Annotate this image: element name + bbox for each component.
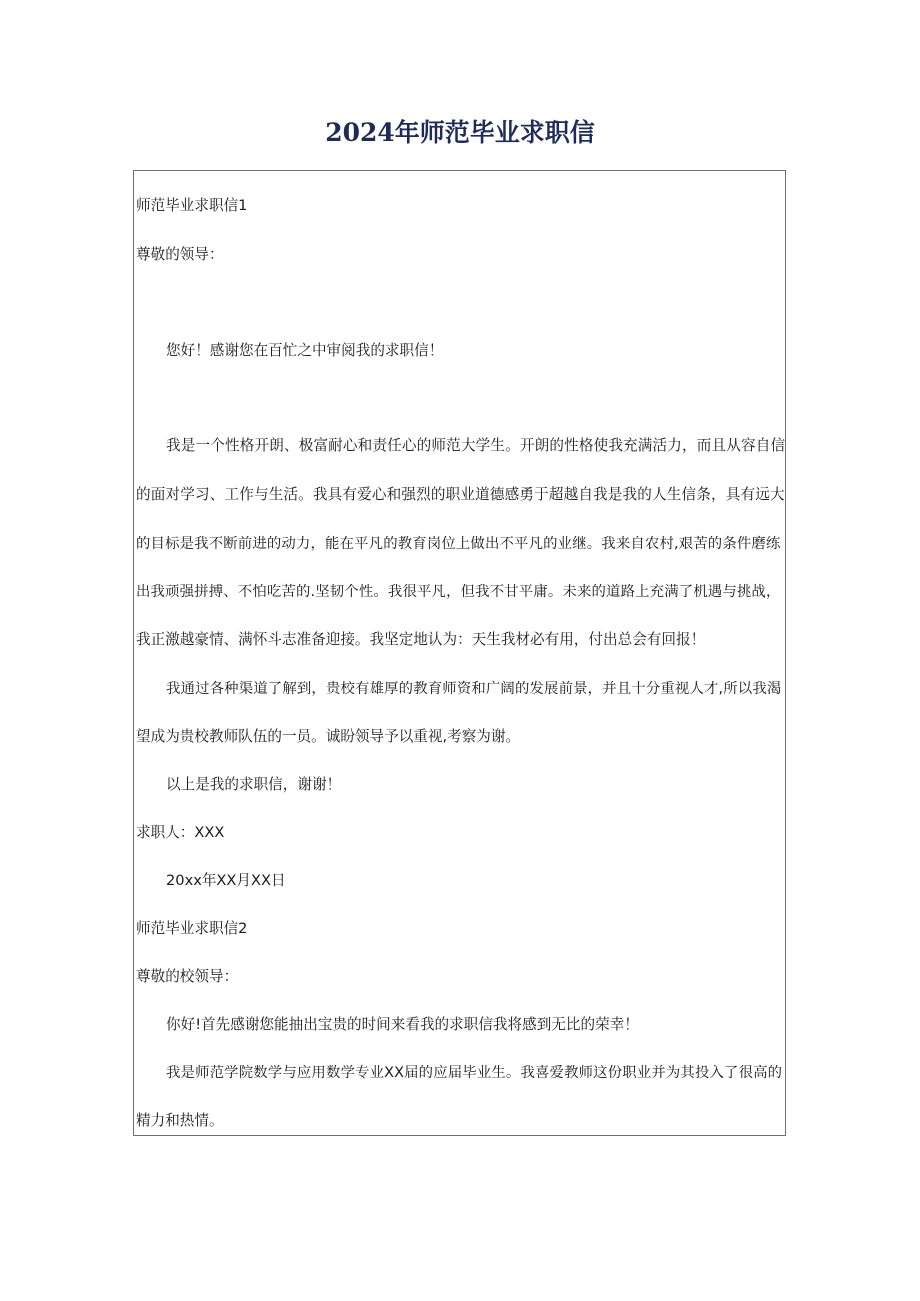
letter1-para1-line: 的面对学习、工作与生活。我具有爱心和强烈的职业道德感勇于超越自我是我的人生信条，具有远大 (136, 486, 785, 503)
letter1-para1-line: 我正激越豪情、满怀斗志准备迎接。我坚定地认为：天生我材必有用，付出总会有回报！ (136, 631, 706, 648)
letter1-salutation: 尊敬的领导： (136, 246, 224, 263)
letter1-date: 20xx年XX月XX日 (166, 872, 286, 889)
letter1-para1-line: 出我顽强拼搏、不怕吃苦的.坚韧个性。我很平凡，但我不甘平庸。未来的道路上充满了机遇与挑战， (136, 584, 781, 600)
letter2-salutation: 尊敬的校领导： (136, 968, 239, 985)
letter1-para1-line: 的目标是我不断前进的动力，能在平凡的教育岗位上做出不平凡的业继。我来自农村,艰苦的条件磨练 (136, 536, 781, 552)
document-title: 2024年师范毕业求职信 (325, 118, 595, 147)
content-frame (133, 170, 786, 1136)
letter1-signature: 求职人：XXX (136, 824, 225, 841)
letter2-greeting: 你好!首先感谢您能抽出宝贵的时间来看我的求职信我将感到无比的荣幸！ (166, 1016, 639, 1033)
letter1-heading: 师范毕业求职信1 (136, 197, 248, 214)
letter1-para1-line: 我是一个性格开朗、极富耐心和责任心的师范大学生。开朗的性格使我充满活力，而且从容自信 (166, 437, 786, 454)
letter1-para2-line: 我通过各种渠道了解到，贵校有雄厚的教育师资和广阔的发展前景，并且十分重视人才,所以我渴 (166, 681, 782, 697)
letter2-para1-line: 精力和热情。 (136, 1112, 224, 1129)
letter1-greeting: 您好！感谢您在百忙之中审阅我的求职信！ (166, 342, 444, 359)
letter2-para1-line: 我是师范学院数学与应用数学专业XX届的应届毕业生。我喜爱教师这份职业并为其投入了很高的 (166, 1065, 783, 1081)
letter2-heading: 师范毕业求职信2 (136, 920, 248, 937)
letter1-closing: 以上是我的求职信，谢谢！ (166, 776, 342, 793)
letter1-para2-line: 望成为贵校教师队伍的一员。诚盼领导予以重视,考察为谢。 (136, 728, 521, 745)
